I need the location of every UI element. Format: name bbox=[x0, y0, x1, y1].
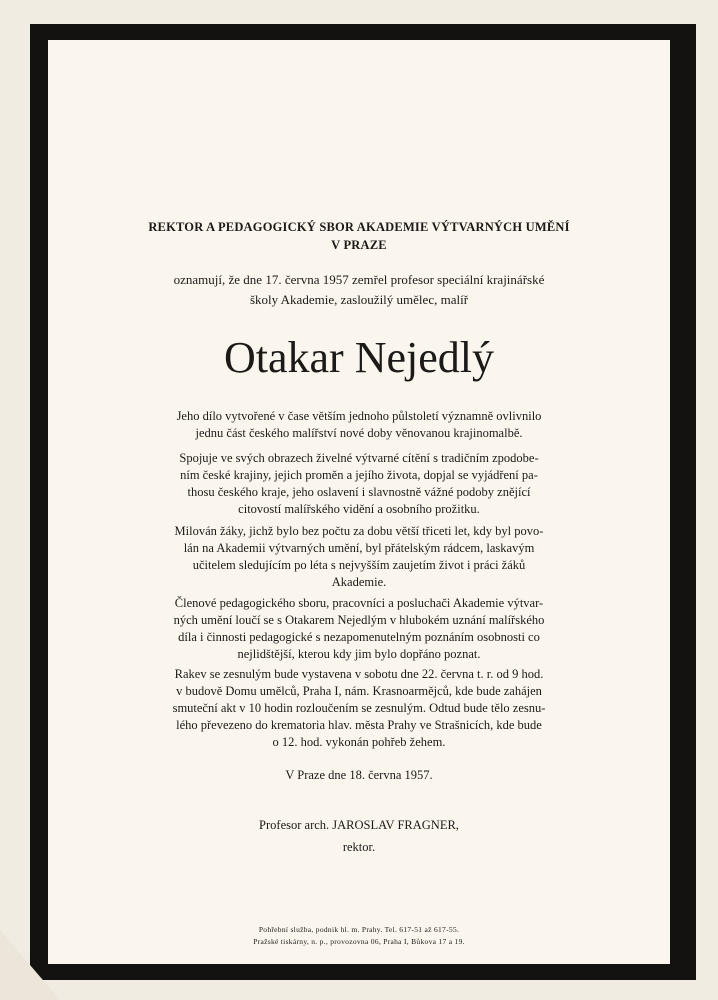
paragraph-line: ných umění loučí se s Otakarem Nejedlým v hlubokém uznání malířského bbox=[173, 613, 545, 627]
folded-corner bbox=[0, 930, 60, 1000]
paragraph-line: Rakev se zesnulým bude vystavena v sobotu dne 22. června t. r. od 9 hod. bbox=[174, 667, 544, 681]
paragraph-line: lán na Akademii výtvarných umění, byl přátelským rádcem, laskavým bbox=[183, 541, 535, 555]
paragraph-line: jednu část českého malířství nové doby věnovanou krajinomalbě. bbox=[195, 426, 523, 440]
paragraph-line: Jeho dílo vytvořené v čase větším jednoho půlstoletí významně ovlivnilo bbox=[176, 409, 542, 423]
imprint-line: Pohřební služba, podnik hl. m. Prahy. Tel. 617-51 až 617-55. bbox=[258, 925, 460, 934]
paragraph-farewell bbox=[48, 595, 670, 663]
deceased-name: Otakar Nejedlý bbox=[224, 333, 494, 382]
printer-imprint bbox=[48, 924, 670, 948]
imprint-line: Pražské tiskárny, n. p., provozovna 06, Praha I, Bůkova 17 a 19. bbox=[253, 937, 465, 946]
paragraph-line: o 12. hod. vykonán pohřeb žehem. bbox=[272, 735, 446, 749]
signature-block bbox=[48, 814, 670, 858]
paragraph-line: nejlidštější, kterou kdy jim bylo dopřáno poznat. bbox=[237, 647, 481, 661]
paragraph-line: Členové pedagogického sboru, pracovníci a posluchači Akademie výtvar- bbox=[174, 596, 544, 610]
paragraph-legacy bbox=[48, 408, 670, 442]
paragraph-funeral-details bbox=[48, 666, 670, 751]
paragraph-line: učitelem sledujícím po léta s nejvyšším zaujetím život i práci žáků bbox=[192, 558, 526, 572]
paragraph-line: Spojuje ve svých obrazech živelné výtvarné cítění s tradičním zpodobe- bbox=[179, 451, 539, 465]
announcement bbox=[48, 270, 670, 310]
paragraph-line: thosu českého kraje, jeho oslavení i slavnostně vážné podoby znějící bbox=[187, 485, 531, 499]
signature-line: Profesor arch. JAROSLAV FRAGNER, bbox=[259, 818, 459, 832]
paragraph-style bbox=[48, 450, 670, 518]
paragraph-line: ním české krajiny, jejich proměn a jejího života, dopjal se vyjádření pa- bbox=[180, 468, 538, 482]
paragraph-line: díla i činnosti pedagogické s nezapomenutelným poznáním osobnosti co bbox=[178, 630, 540, 644]
paragraph-line: lého převezeno do krematoria hlav. města Prahy ve Strašnicích, kde bude bbox=[176, 718, 542, 732]
announcement-line: oznamují, že dne 17. června 1957 zemřel profesor speciální krajinářské bbox=[173, 272, 545, 287]
paragraph-teaching bbox=[48, 523, 670, 591]
paragraph-line: Milován žáky, jichž bylo bez počtu za dobu větší třiceti let, kdy byl povo- bbox=[174, 524, 544, 538]
announcement-line: školy Akademie, zasloužilý umělec, malíř bbox=[249, 292, 469, 307]
issuer-heading bbox=[48, 218, 670, 254]
heading-line: REKTOR A PEDAGOGICKÝ SBOR AKADEMIE VÝTVARNÝCH UMĚNÍ bbox=[148, 220, 570, 234]
signature-line: rektor. bbox=[342, 840, 376, 854]
obituary-notice bbox=[48, 40, 670, 964]
heading-line: V PRAZE bbox=[331, 238, 387, 252]
paragraph-line: v budově Domu umělců, Praha I, nám. Krasnoarmějců, kde bude zahájen bbox=[176, 684, 542, 698]
paragraph-line: Akademie. bbox=[331, 575, 387, 589]
date-line: V Praze dne 18. června 1957. bbox=[285, 768, 433, 782]
paragraph-line: citovostí malířského vidění a osobního prožitku. bbox=[238, 502, 480, 516]
paragraph-line: smuteční akt v 10 hodin rozloučením se zesnulým. Odtud bude tělo zesnu- bbox=[172, 701, 546, 715]
